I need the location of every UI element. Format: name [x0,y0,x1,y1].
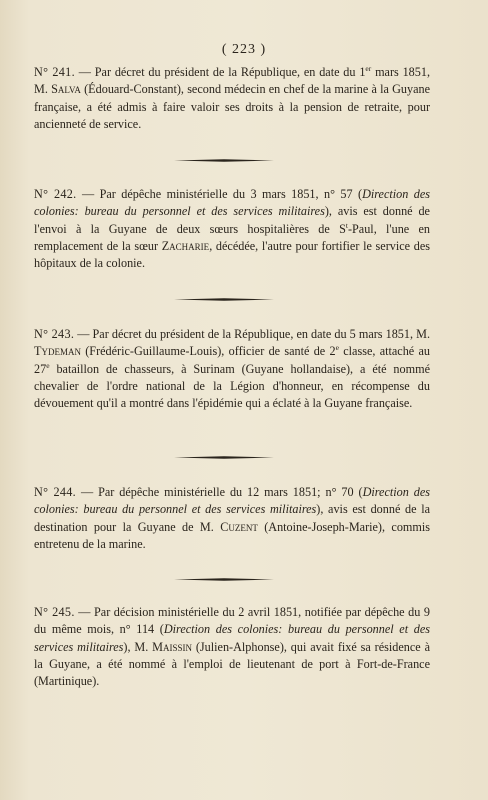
italic-reference: Direction des colonies: bureau du personnel et des services militaires [34,187,430,219]
entry-text: classe, attaché au 27 [34,344,430,376]
entry-text: bataillon de chasseurs, à Surinam (Guyane hollandaise), a été nommé chevalier de l'ordre national de la Légion d'honneur, en récompense du dévouement qu'il a montré dans l'épidémie qui a éclaté à la Guyane française. [34,361,430,411]
entry-text: (Frédéric-Guillaume-Louis), officier de santé de 2 [80,344,336,359]
entry-text: (Édouard-Constant), second médecin en chef de la marine à la Guyane française, a été admis à faire valoir ses droits à la pension de retraite, pour ancienneté de service. [34,82,430,131]
entry-number: N° 245. [34,605,75,619]
entry-dash: — [74,605,94,619]
entry-text: Par décret du président de la République, en date du 5 mars 1851, M. [92,327,430,341]
entry-number: N° 242. [34,187,77,201]
entry-dash: — [76,485,99,499]
entry-text: ), avis est donné de l'envoi à la Guyane de deux sœurs hospitalières de S [34,204,430,236]
entry-paragraph [34,604,430,690]
entry-245 [34,604,430,690]
page-number: ( 223 ) [221,42,267,57]
entry-dash: — [74,65,95,79]
separator-rule [174,578,274,580]
entry-number: N° 243. [34,327,75,341]
person-name: Cuzent [220,519,258,534]
entry-text: mars 1851, M. [34,65,430,97]
entry-243 [34,326,430,412]
entry-text: (Antoine-Joseph-Marie), commis entretenu de la marine. [34,519,431,551]
italic-reference: Direction des colonies: bureau du personnel et des services militaires [34,622,430,654]
separator-rule [174,298,274,300]
entry-text: (Julien-Alphonse), qui avait fixé sa résidence à la Guyane, a été nommé à l'emploi de lieutenant de port à Fort-de-France (Martinique). [34,639,430,689]
person-name: Salva [51,82,81,97]
entry-242 [34,186,430,272]
entry-text: Par dépêche ministérielle du 12 mars 1851; n° 70 ( [98,485,363,499]
entry-number: N° 241. [34,65,75,79]
entry-text: ), avis est donné de la destination pour la Guyane de M. [34,502,430,534]
entry-paragraph [34,484,430,553]
superscript: er [365,64,372,73]
entry-dash: — [76,187,100,201]
separator-rule [174,159,274,161]
entry-paragraph [34,326,430,412]
entry-241 [34,64,430,133]
superscript: t [345,220,348,230]
entry-paragraph [34,186,430,272]
entry-paragraph [34,64,430,133]
entry-dash: — [74,327,93,341]
separator-rule [174,456,274,458]
person-name: Zacharie [161,238,210,253]
entry-text: Par décret du président de la République, en date du 1 [94,65,366,79]
entry-text: Par décision ministérielle du 2 avril 1851, notifiée par dépêche du 9 du même mois, n° 114 ( [34,605,431,637]
entry-text: , décédée, l'autre pour fortifier le service des hôpitaux de la colonie. [34,238,430,271]
entry-244 [34,484,430,553]
entry-text: Par dépêche ministérielle du 3 mars 1851, n° 57 ( [99,187,363,201]
italic-reference: Direction des colonies: bureau du personnel et des services militaires [34,485,430,517]
superscript: e [335,343,339,353]
entry-number: N° 244. [34,485,77,499]
superscript: e [46,360,50,370]
person-name: Maissin [152,639,192,654]
person-name: Tydeman [34,344,81,359]
entry-text: -Paul, l'une en remplacement de la sœur [34,221,430,253]
entry-text: ), M. [123,639,153,654]
